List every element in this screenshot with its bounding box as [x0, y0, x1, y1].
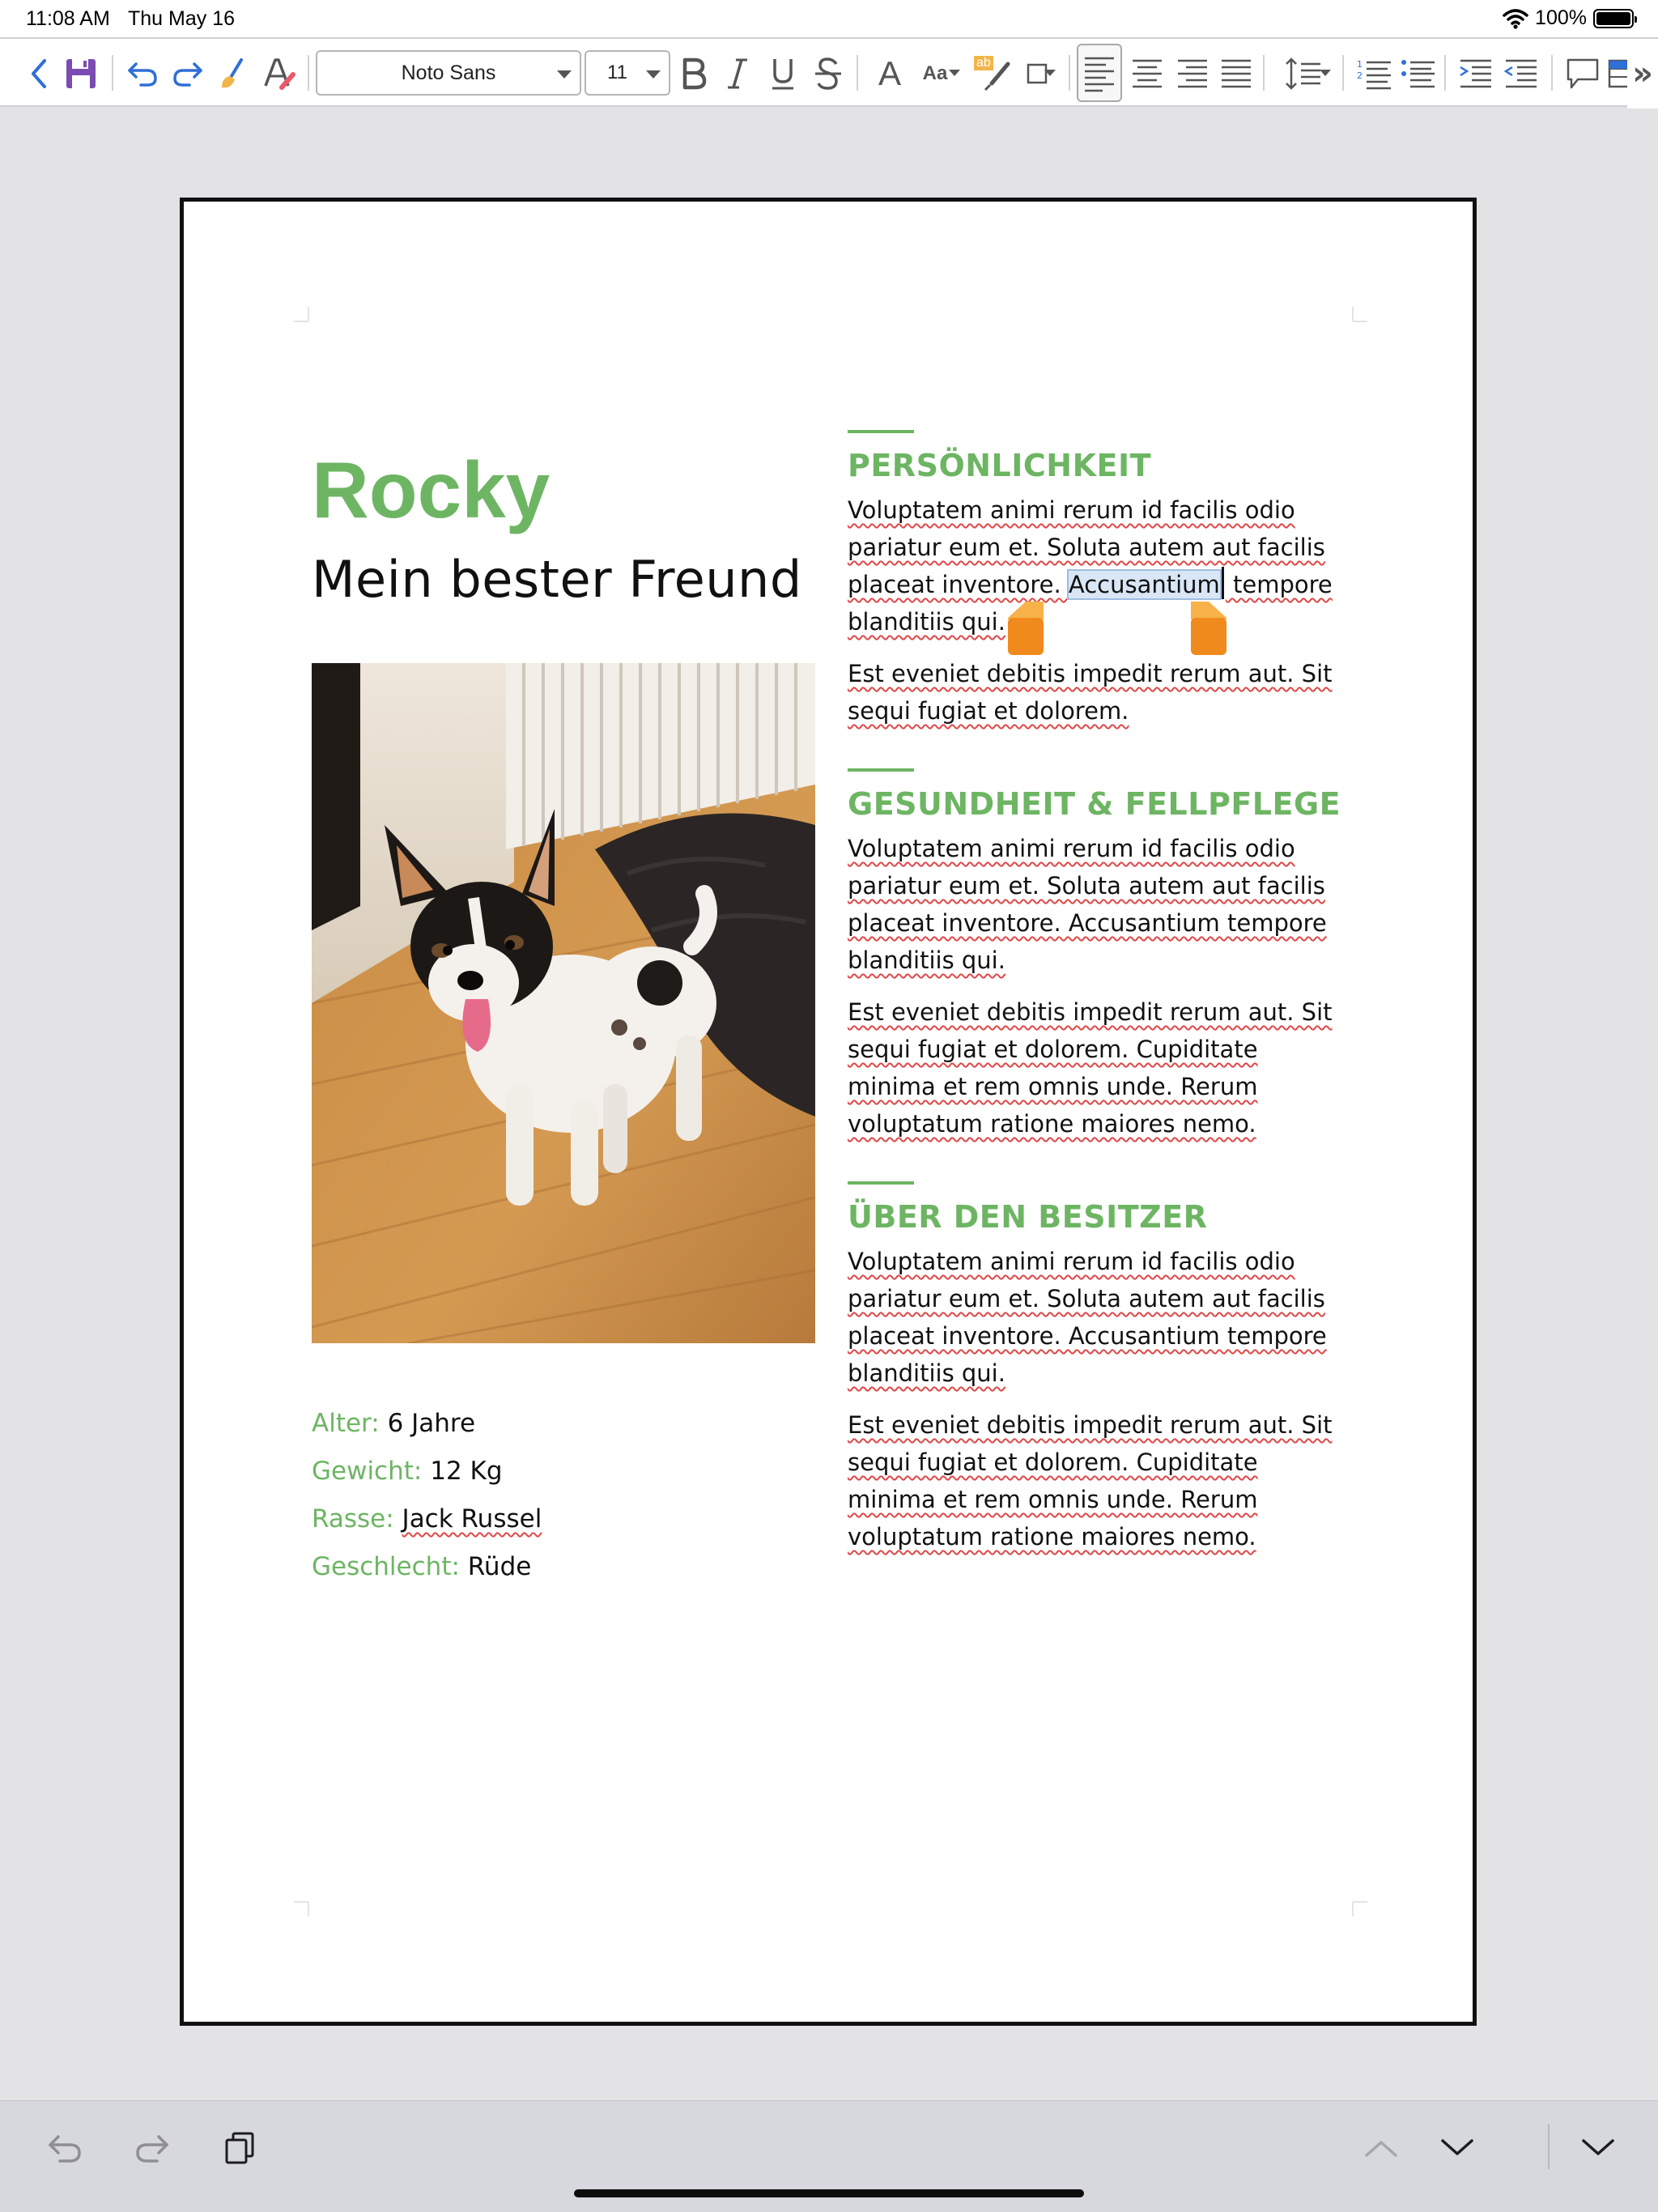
align-left-icon — [1078, 45, 1120, 100]
back-button[interactable] — [19, 39, 58, 108]
svg-text:2: 2 — [1357, 70, 1363, 81]
indent-increase-icon — [1457, 56, 1494, 91]
align-right-button[interactable] — [1171, 39, 1214, 108]
dismiss-keyboard-button[interactable] — [1574, 2125, 1622, 2171]
chevron-down-icon — [646, 70, 661, 79]
section-rule — [848, 768, 914, 772]
undo-button[interactable] — [121, 39, 164, 108]
section-paragraph[interactable]: Est eveniet debitis impedit rerum aut. Sit sequi fugiat et dolorem. Cupiditate minima et rem omnis unde. Rerum voluptatum ratione maiores nemo. — [848, 1411, 1333, 1551]
undo-shortcut-button[interactable] — [40, 2125, 89, 2171]
status-bar — [0, 0, 1658, 37]
save-button[interactable] — [60, 39, 102, 108]
text-cursor — [1222, 567, 1224, 599]
brush-icon — [217, 57, 249, 91]
svg-text:1: 1 — [1357, 59, 1363, 70]
indent-decrease-icon — [1503, 56, 1540, 91]
dog-photo-image — [312, 663, 815, 1343]
document-page[interactable] — [180, 198, 1477, 2026]
numbered-list-button[interactable] — [1352, 39, 1396, 108]
battery-icon — [1593, 9, 1634, 28]
next-field-button[interactable] — [1433, 2125, 1482, 2171]
numbered-list-icon — [1355, 56, 1392, 91]
section-paragraph[interactable]: Est eveniet debitis impedit rerum aut. Sit sequi fugiat et dolorem. Cupiditate minima et rem omnis unde. Rerum voluptatum ratione maiores nemo. — [848, 998, 1333, 1138]
bullet-list-button[interactable] — [1396, 39, 1439, 108]
section-paragraph[interactable]: Voluptatem animi rerum id facilis odio pariatur eum et. Soluta autem aut facilis placeat inventore. Accusantium tempore blanditiis qui. — [848, 835, 1327, 974]
document-title[interactable]: Rocky — [312, 445, 551, 534]
decrease-indent-button[interactable] — [1499, 39, 1543, 108]
chevron-down-icon — [1438, 2136, 1477, 2160]
bold-icon — [680, 57, 708, 91]
strikethrough-icon — [814, 56, 843, 91]
line-spacing-button[interactable] — [1273, 39, 1334, 108]
wifi-icon — [1503, 8, 1528, 29]
font-size-select[interactable] — [585, 50, 670, 96]
highlight-button[interactable] — [968, 39, 1018, 108]
change-case-label: Aa — [922, 62, 948, 84]
italic-button[interactable] — [717, 39, 758, 108]
font-color-button[interactable] — [869, 39, 910, 108]
section-heading[interactable]: PERSÖNLICHKEIT — [848, 448, 1152, 483]
chevron-down-icon — [1044, 70, 1056, 76]
bold-button[interactable] — [674, 39, 714, 108]
change-case-button[interactable] — [910, 39, 960, 108]
redo-shortcut-button[interactable] — [128, 2125, 176, 2171]
toolbar-overflow-button[interactable] — [1627, 39, 1658, 108]
underline-button[interactable] — [763, 39, 803, 108]
section-rule — [848, 430, 914, 433]
font-size-value: 11 — [607, 62, 627, 83]
clear-format-icon — [261, 57, 296, 91]
section-health — [848, 768, 1350, 1157]
section-personality — [848, 430, 1350, 744]
fact-breed[interactable]: Rasse: Jack Russel — [312, 1504, 542, 1534]
status-date: Thu May 16 — [128, 7, 236, 30]
strikethrough-button[interactable] — [808, 39, 848, 108]
chevron-up-icon — [1362, 2136, 1401, 2160]
battery-percent: 100% — [1535, 6, 1587, 29]
line-spacing-icon — [1283, 56, 1324, 91]
italic-icon — [725, 57, 750, 91]
bar-divider — [1548, 2124, 1550, 2169]
chevron-down-icon — [949, 70, 960, 76]
format-painter-button[interactable] — [212, 39, 254, 108]
section-heading[interactable]: ÜBER DEN BESITZER — [848, 1199, 1208, 1235]
section-rule — [848, 1181, 914, 1185]
chevron-down-icon — [1579, 2136, 1618, 2160]
status-time: 11:08 AM — [26, 7, 110, 30]
fact-weight[interactable]: Gewicht: 12 Kg — [312, 1457, 503, 1486]
chevron-down-icon — [1320, 70, 1331, 76]
undo-icon — [45, 2132, 84, 2164]
clear-formatting-button[interactable] — [257, 39, 300, 108]
selection-end-handle[interactable] — [1191, 602, 1226, 655]
undo-icon — [125, 59, 160, 88]
font-name-value: Noto Sans — [401, 61, 496, 84]
chevron-down-icon — [557, 70, 572, 79]
document-subtitle[interactable]: Mein bester Freund — [312, 550, 802, 609]
clipboard-icon — [222, 2130, 257, 2166]
justify-icon — [1218, 56, 1254, 91]
dog-photo[interactable] — [312, 663, 815, 1343]
font-name-select[interactable] — [316, 50, 581, 96]
redo-icon — [133, 2132, 172, 2164]
section-paragraph[interactable]: Voluptatem animi rerum id facilis odio pariatur eum et. Soluta autem aut facilis placeat inventore. Accusantium tempore blanditiis qui. — [848, 1248, 1327, 1387]
border-button[interactable] — [1012, 39, 1062, 108]
align-left-button[interactable] — [1077, 44, 1122, 102]
chevron-double-right-icon: » — [1632, 55, 1653, 92]
dog-facts — [312, 1400, 542, 1591]
redo-icon — [170, 59, 206, 88]
align-center-button[interactable] — [1125, 39, 1169, 108]
increase-indent-button[interactable] — [1454, 39, 1498, 108]
comment-button[interactable] — [1561, 39, 1605, 108]
selection-start-handle[interactable] — [1008, 602, 1044, 655]
align-center-icon — [1129, 56, 1165, 91]
home-indicator[interactable] — [574, 2189, 1084, 2197]
font-color-icon: A — [878, 54, 901, 92]
section-paragraph[interactable]: Voluptatem animi rerum id facilis odio pariatur eum et. Soluta autem aut facilis placeat inventore. Accusantium tempore blanditiis qui. — [848, 496, 1333, 636]
highlight-icon: ab — [974, 56, 1013, 91]
comment-icon — [1565, 57, 1601, 91]
previous-field-button[interactable] — [1357, 2125, 1405, 2171]
paste-shortcut-button[interactable] — [215, 2125, 264, 2171]
underline-icon — [769, 56, 797, 91]
fact-sex[interactable]: Geschlecht: Rüde — [312, 1552, 532, 1581]
section-owner — [848, 1181, 1350, 1570]
table-button[interactable] — [1606, 39, 1627, 108]
selected-text[interactable]: Accusantium — [1068, 571, 1220, 598]
bullet-list-icon — [1399, 56, 1436, 91]
redo-button[interactable] — [167, 39, 209, 108]
justify-button[interactable] — [1214, 39, 1258, 108]
formatting-toolbar — [0, 37, 1658, 107]
align-right-icon — [1175, 56, 1210, 91]
section-paragraph[interactable]: Est eveniet debitis impedit rerum aut. Sit sequi fugiat et dolorem. — [848, 660, 1333, 725]
save-icon — [64, 57, 98, 91]
table-icon — [1606, 57, 1627, 90]
section-heading[interactable]: GESUNDHEIT & FELLPFLEGE — [848, 786, 1341, 822]
status-right — [1503, 6, 1634, 30]
chevron-left-icon — [28, 57, 49, 90]
fact-age[interactable]: Alter: 6 Jahre — [312, 1409, 476, 1438]
